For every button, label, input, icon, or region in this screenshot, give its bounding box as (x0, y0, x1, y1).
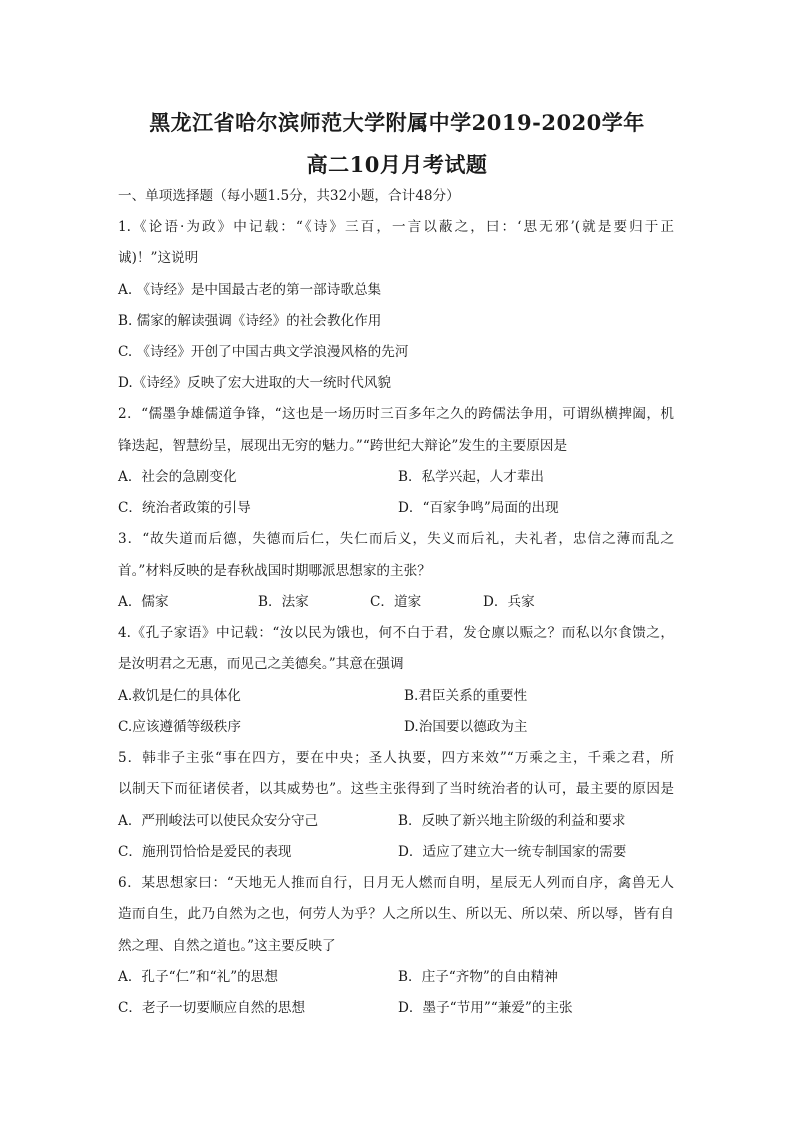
question-3-stem-line-2: 首。”材料反映的是春秋战国时期哪派思想家的主张？ (118, 563, 431, 579)
question-4-option-c: C.应该遵循等级秩序 (118, 719, 241, 735)
question-4-option-b: B.君臣关系的重要性 (404, 688, 528, 704)
exam-title-line1: 黑龙江省哈尔滨师范大学附属中学2019-2020学年 (149, 110, 645, 135)
question-6-stem-line-1: 6．某思想家曰：“天地无人推而自行，日月无人燃而自明，星辰无人列而自序，禽兽无人 (118, 875, 674, 891)
question-6-option-b: B．庄子“齐物”的自由精神 (398, 969, 558, 985)
section-heading: 一、单项选择题（每小题1.5分，共32小题，合计48分） (118, 188, 460, 204)
question-3-stem-line-1: 3．“故失道而后德，失德而后仁，失仁而后义，失义而后礼，夫礼者，忠信之薄而乱之 (118, 531, 674, 547)
question-2-option-b: B．私学兴起，人才辈出 (398, 469, 544, 485)
question-3-option-b: B．法家 (258, 594, 309, 610)
question-3-option-c: C．道家 (370, 594, 422, 610)
question-6-stem-line-3: 然之理、自然之道也。”这主要反映了 (118, 938, 336, 954)
question-4-option-a: A.救饥是仁的具体化 (118, 688, 241, 704)
question-1-stem-line-1: 1.《论语·为政》中记载：“《诗》三百，一言以蔽之，曰：‘思无邪’(就是要归于正 (118, 219, 674, 235)
question-3-option-d: D．兵家 (483, 594, 535, 610)
question-4-option-d: D.治国要以德政为主 (404, 719, 528, 735)
question-2-stem-line-1: 2．“儒墨争雄儒道争锋，“这也是一场历时三百多年之久的跨儒法争用，可谓纵横捭阖，机 (118, 406, 674, 422)
question-1-option-c: C. 《诗经》开创了中国古典文学浪漫风格的先河 (118, 344, 409, 360)
question-6-option-a: A．孔子“仁”和“礼”的思想 (118, 969, 278, 985)
question-1-stem-line-2: 诚)！”这说明 (118, 250, 199, 266)
exam-title-line2: 高二10月月考试题 (306, 152, 488, 177)
question-5-option-d: D．适应了建立大一统专制国家的需要 (398, 844, 627, 860)
question-5-stem-line-1: 5．韩非子主张“事在四方，要在中央；圣人执要，四方来效”“万乘之主，千乘之君，所 (118, 750, 674, 766)
question-3-option-a: A．儒家 (118, 594, 169, 610)
question-4-stem-line-1: 4.《孔子家语》中记载：“汝以民为饿也，何不白于君，发仓廪以赈之？而私以尔食馈之， (118, 625, 674, 641)
question-6-stem-line-2: 造而自生，此乃自然为之也，何劳人为乎？人之所以生、所以无、所以荣、所以辱，皆有自 (118, 906, 674, 922)
question-2-option-d: D．“百家争鸣”局面的出现 (398, 500, 559, 516)
question-1-option-b: B. 儒家的解读强调《诗经》的社会教化作用 (118, 313, 382, 329)
question-1-option-a: A. 《诗经》是中国最古老的第一部诗歌总集 (118, 282, 382, 298)
question-4-stem-line-2: 是汝明君之无惠，而见己之美德矣。”其意在强调 (118, 656, 404, 672)
question-2-option-a: A．社会的急剧变化 (118, 469, 237, 485)
question-5-stem-line-2: 以制天下而征诸侯者，以其威势也”。这些主张得到了当时统治者的认可，最主要的原因是 (118, 781, 674, 797)
question-6-option-c: C．老子一切要顺应自然的思想 (118, 1000, 306, 1016)
question-5-option-c: C．施刑罚恰恰是爱民的表现 (118, 844, 292, 860)
question-2-stem-line-2: 锋迭起，智慧纷呈，展现出无穷的魅力。”“跨世纪大辩论”发生的主要原因是 (118, 438, 568, 454)
question-1-option-d: D.《诗经》反映了宏大进取的大一统时代风貌 (118, 375, 392, 391)
question-5-option-a: A．严刑峻法可以使民众安分守己 (118, 813, 319, 829)
question-2-option-c: C．统治者政策的引导 (118, 500, 251, 516)
question-6-option-d: D．墨子“节用”“兼爱”的主张 (398, 1000, 573, 1016)
question-5-option-b: B．反映了新兴地主阶级的利益和要求 (398, 813, 626, 829)
